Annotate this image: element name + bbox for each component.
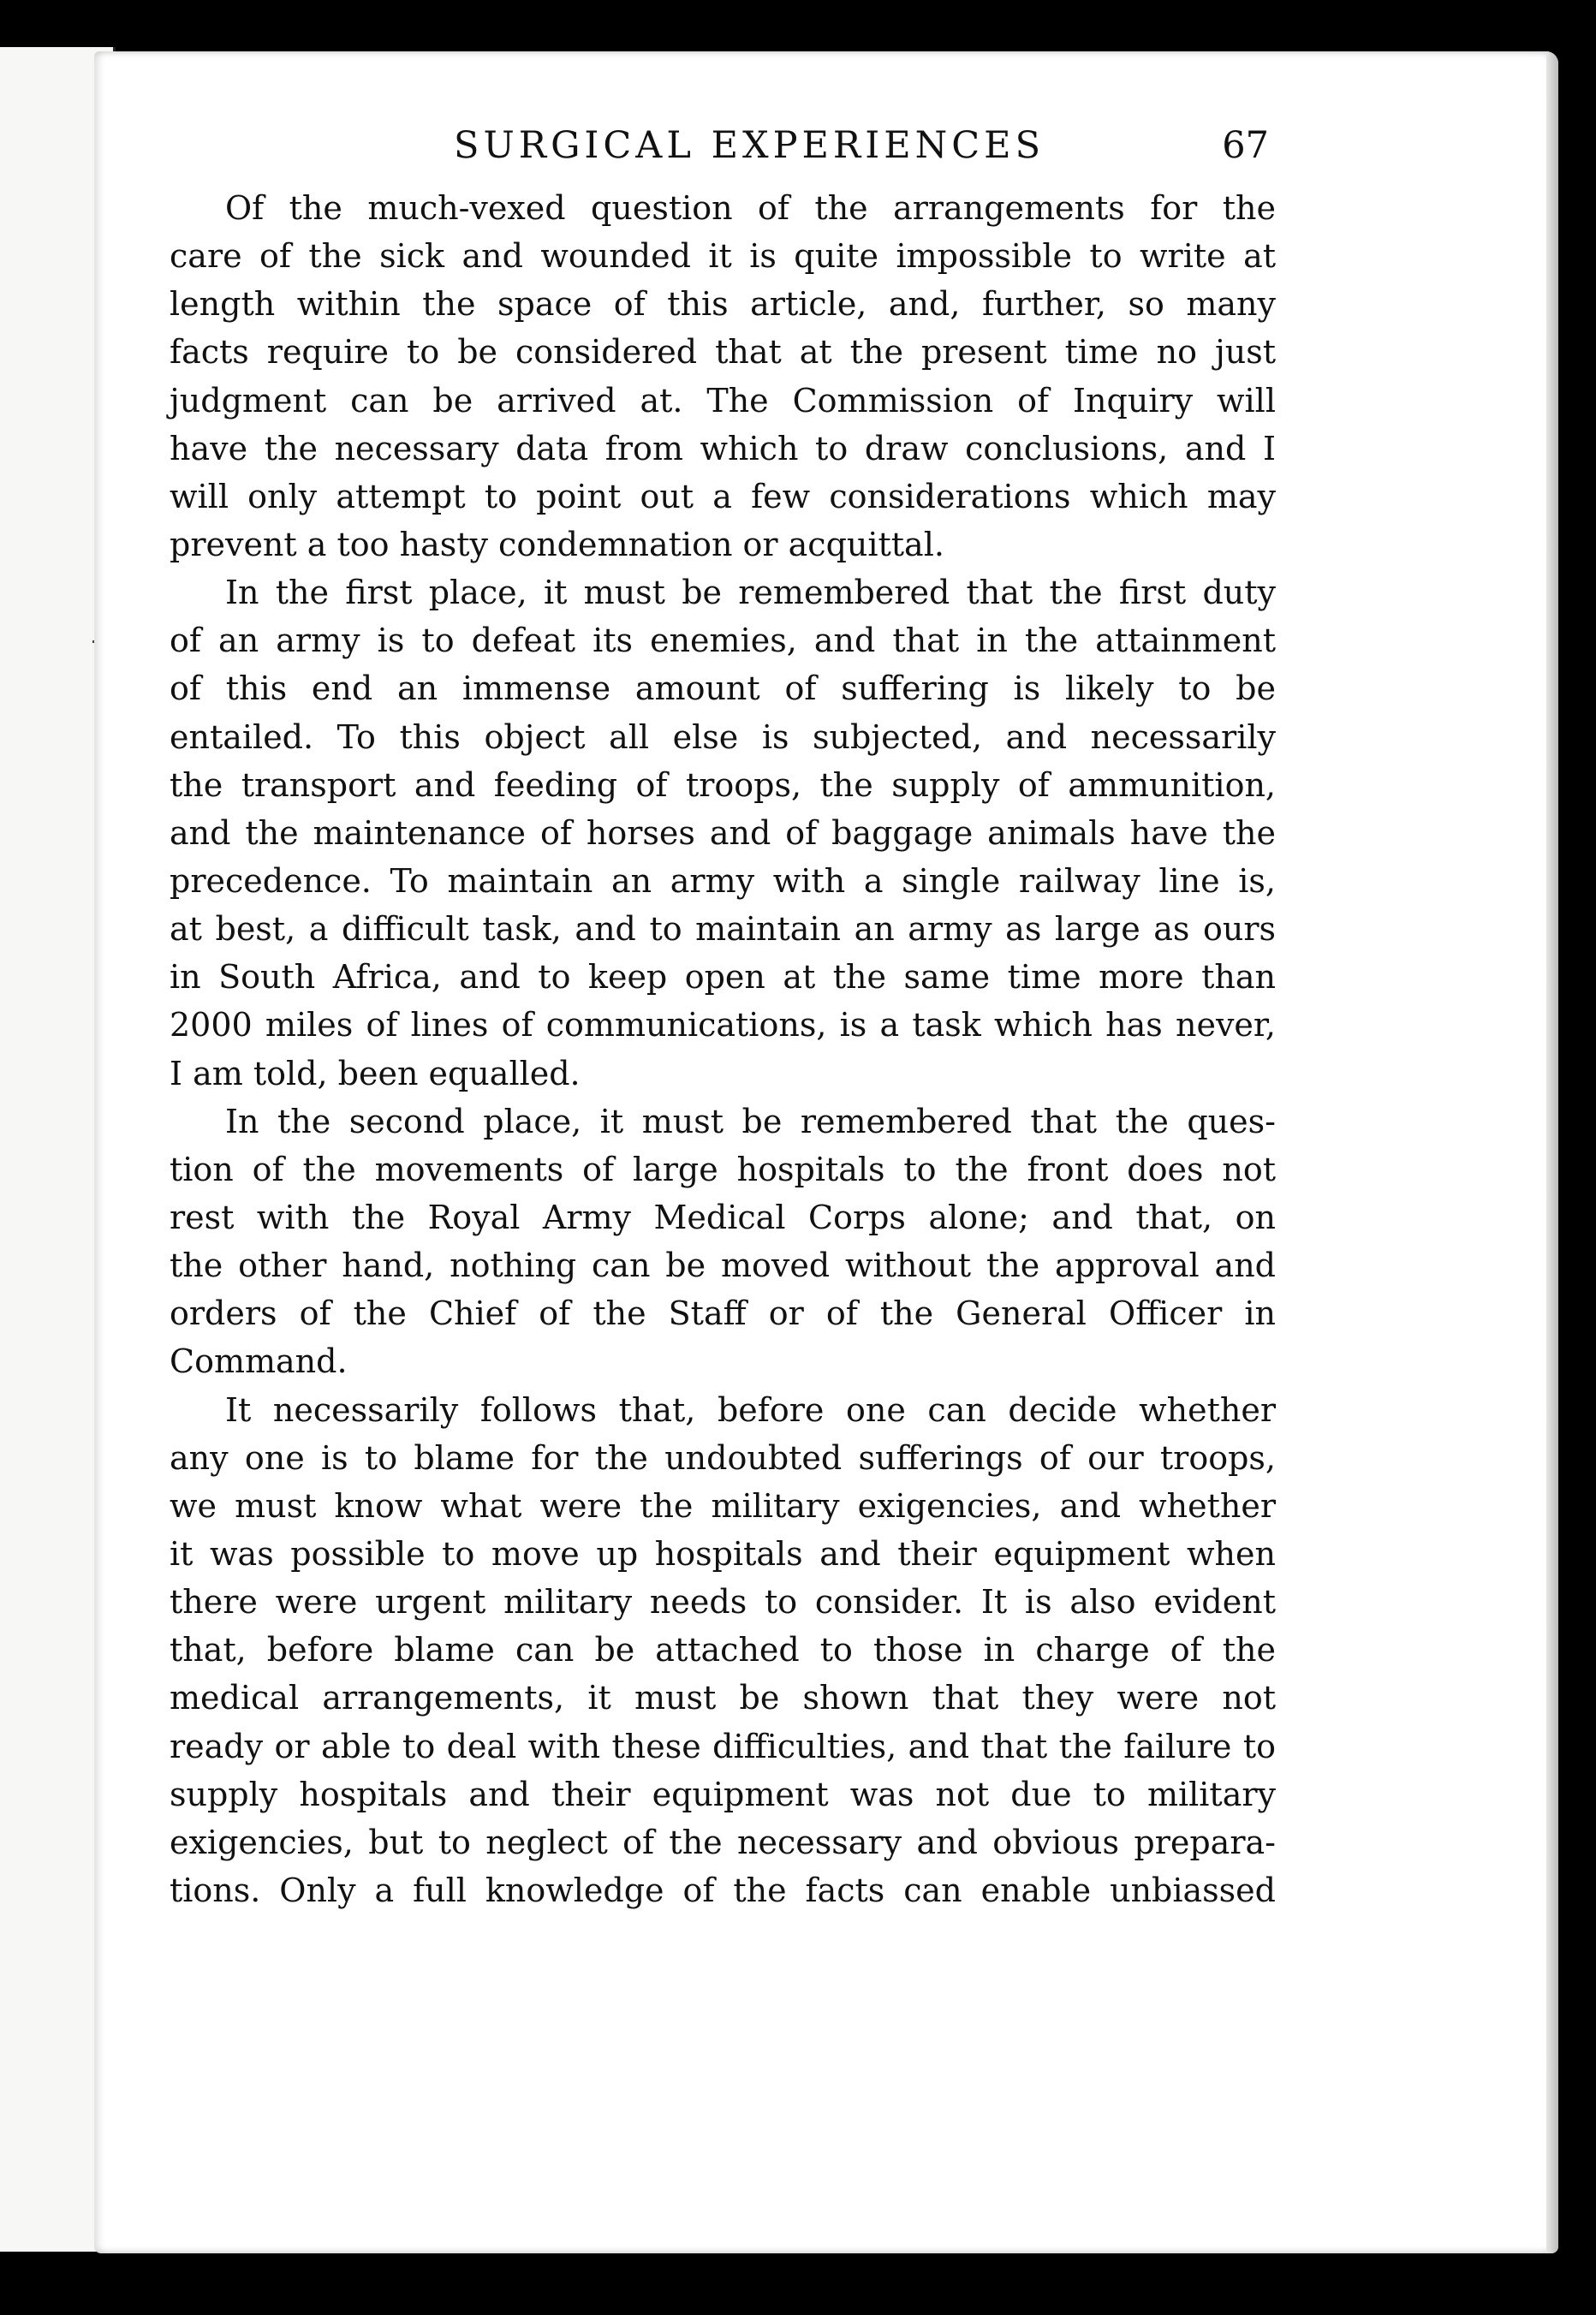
text-line: In the second place, it must be remembered that the ques- xyxy=(225,1102,1276,1140)
text-line: care of the sick and wounded it is quite impossible to write at xyxy=(170,237,1276,276)
paragraph-4 xyxy=(170,1386,1276,1915)
text-line: medical arrangements, it must be shown that they were not xyxy=(170,1679,1276,1717)
page-curl-shadow xyxy=(1546,51,1558,2253)
text-line: prevent a too hasty condemnation or acquittal. xyxy=(170,525,944,563)
text-line: length within the space of this article, and, further, so many xyxy=(170,285,1276,324)
text-line: judgment can be arrived at. The Commission of Inquiry will xyxy=(170,381,1276,420)
text-line: any one is to blame for the undoubted sufferings of our troops, xyxy=(170,1438,1276,1477)
text-line: exigencies, but to neglect of the necessary and obvious prepara- xyxy=(170,1823,1276,1861)
text-line: of an army is to defeat its enemies, and that in the attainment xyxy=(170,622,1276,660)
text-line: In the first place, it must be remembered that the first duty xyxy=(225,574,1276,612)
text-line: Of the much-vexed question of the arrangements for the xyxy=(225,189,1276,227)
text-line: It necessarily follows that, before one can decide whether xyxy=(225,1390,1276,1429)
text-line: and the maintenance of horses and of baggage animals have the xyxy=(170,813,1276,852)
text-line: tion of the movements of large hospitals to the front does not xyxy=(170,1150,1276,1188)
text-line: I am told, been equalled. xyxy=(170,1054,581,1092)
text-line: in South Africa, and to keep open at the same time more than xyxy=(170,958,1276,997)
paragraph-2 xyxy=(170,568,1276,1098)
body-text xyxy=(170,184,1276,1914)
running-title: SURGICAL EXPERIENCES xyxy=(454,124,1045,167)
text-line: have the necessary data from which to draw conclusions, and I xyxy=(170,429,1276,467)
text-line: 2000 miles of lines of communications, is a task which has never, xyxy=(170,1006,1276,1044)
text-line: the transport and feeding of troops, the supply of ammunition, xyxy=(170,765,1276,804)
text-line: rest with the Royal Army Medical Corps alone; and that, on xyxy=(170,1198,1276,1236)
text-line: that, before blame can be attached to those in charge of the xyxy=(170,1631,1276,1669)
text-line: supply hospitals and their equipment was not due to military xyxy=(170,1775,1276,1813)
paragraph-3 xyxy=(170,1098,1276,1386)
text-line: there were urgent military needs to consider. It is also evident xyxy=(170,1583,1276,1622)
page-header xyxy=(171,116,1269,176)
text-line: we must know what were the military exigencies, and whether xyxy=(170,1486,1276,1525)
text-line: it was possible to move up hospitals and their equipment when xyxy=(170,1534,1276,1573)
text-line: ready or able to deal with these difficulties, and that the failure to xyxy=(170,1727,1276,1765)
text-line: Command. xyxy=(170,1342,348,1381)
text-line: precedence. To maintain an army with a single railway line is, xyxy=(170,861,1276,900)
text-line: facts require to be considered that at the present time no just xyxy=(170,333,1276,372)
text-line: at best, a difficult task, and to maintain an army as large as ours xyxy=(170,910,1276,949)
text-line: entailed. To this object all else is subjected, and necessarily xyxy=(170,717,1276,756)
text-line: the other hand, nothing can be moved without the approval and xyxy=(170,1247,1276,1285)
page-number: 67 xyxy=(1222,124,1269,167)
text-line: of this end an immense amount of suffering is likely to be xyxy=(170,670,1276,708)
paragraph-1 xyxy=(170,184,1276,568)
text-line: will only attempt to point out a few considerations which may xyxy=(170,477,1276,515)
text-line: orders of the Chief of the Staff or of the General Officer in xyxy=(170,1294,1276,1333)
text-line: tions. Only a full knowledge of the facts can enable unbiassed xyxy=(170,1871,1276,1909)
